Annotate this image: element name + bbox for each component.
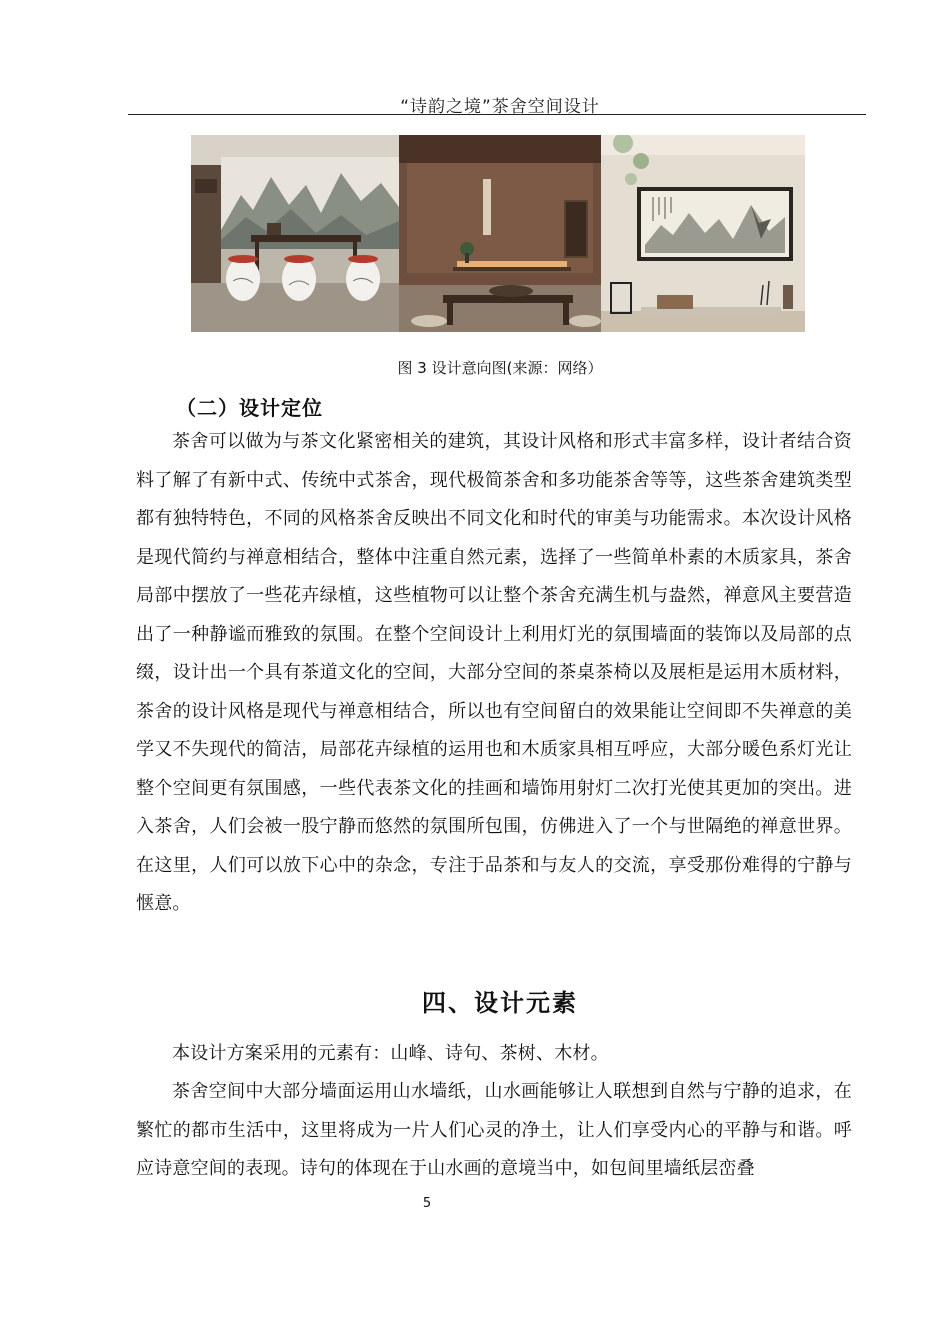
section-heading: （二）设计定位 — [176, 396, 323, 420]
section-paragraph: 茶舍可以做为与茶文化紧密相关的建筑，其设计风格和形式丰富多样，设计者结合资料了解了有新中式、传统中式茶舍，现代极简茶舍和多功能茶舍等等，这些茶舍建筑类型都有独特特色，不同的风格茶舍反映出不同文化和时代的审美与功能需求。本次设计风格是现代简约与禅意相结合，整体中注重自然元素，选择了一些简单朴素的木质家具，茶舍局部中摆放了一些花卉绿植，这些植物可以让整个茶舍充满生机与盎然，禅意风主要营造出了一种静谧而雅致的氛围。在整个空间设计上利用灯光的氛围墙面的装饰以及局部的点缀，设计出一个具有茶道文化的空间，大部分空间的茶桌茶椅以及展柜是运用木质材料，茶舍的设计风格是现代与禅意相结合，所以也有空间留白的效果能让空间即不失禅意的美学又不失现代的简洁，局部花卉绿植的运用也和木质家具相互呼应，大部分暖色系灯光让整个空间更有氛围感，一些代表茶文化的挂画和墙饰用射灯二次打光使其更加的突出。进入茶舍，人们会被一股宁静而悠然的氛围所包围，仿佛进入了一个与世隔绝的禅意世界。在这里，人们可以放下心中的杂念，专注于品茶和与友人的交流，享受那份难得的宁静与惬意。 — [136, 431, 852, 914]
tea-room-landscape-mural-photo — [191, 135, 399, 332]
chapter-paragraph-mountain-wallpaper: 茶舍空间中大部分墙面运用山水墙纸，山水画能够让人联想到自然与宁静的追求，在繁忙的都市生活中，这里将成为一片人们心灵的净土，让人们享受内心的平静与和谐。呼应诗意空间的表现。诗句的体现在于山水画的意境当中，如包间里墙纸层峦叠 — [136, 1081, 852, 1179]
figure-caption: 图 3 设计意向图(来源：网络） — [397, 359, 603, 377]
chapter-paragraph-elements: 本设计方案采用的元素有：山峰、诗句、茶树、木材。 — [172, 1043, 609, 1064]
tea-room-framed-painting-photo — [601, 135, 805, 332]
header-divider — [128, 114, 866, 115]
page-header-title: “诗韵之境”茶舍空间设计 — [400, 97, 600, 117]
design-intent-figure — [191, 135, 805, 332]
tea-room-warm-wood-niche-photo — [399, 135, 601, 332]
page-number: 5 — [422, 1196, 432, 1211]
chapter-heading: 四、设计元素 — [422, 989, 578, 1017]
